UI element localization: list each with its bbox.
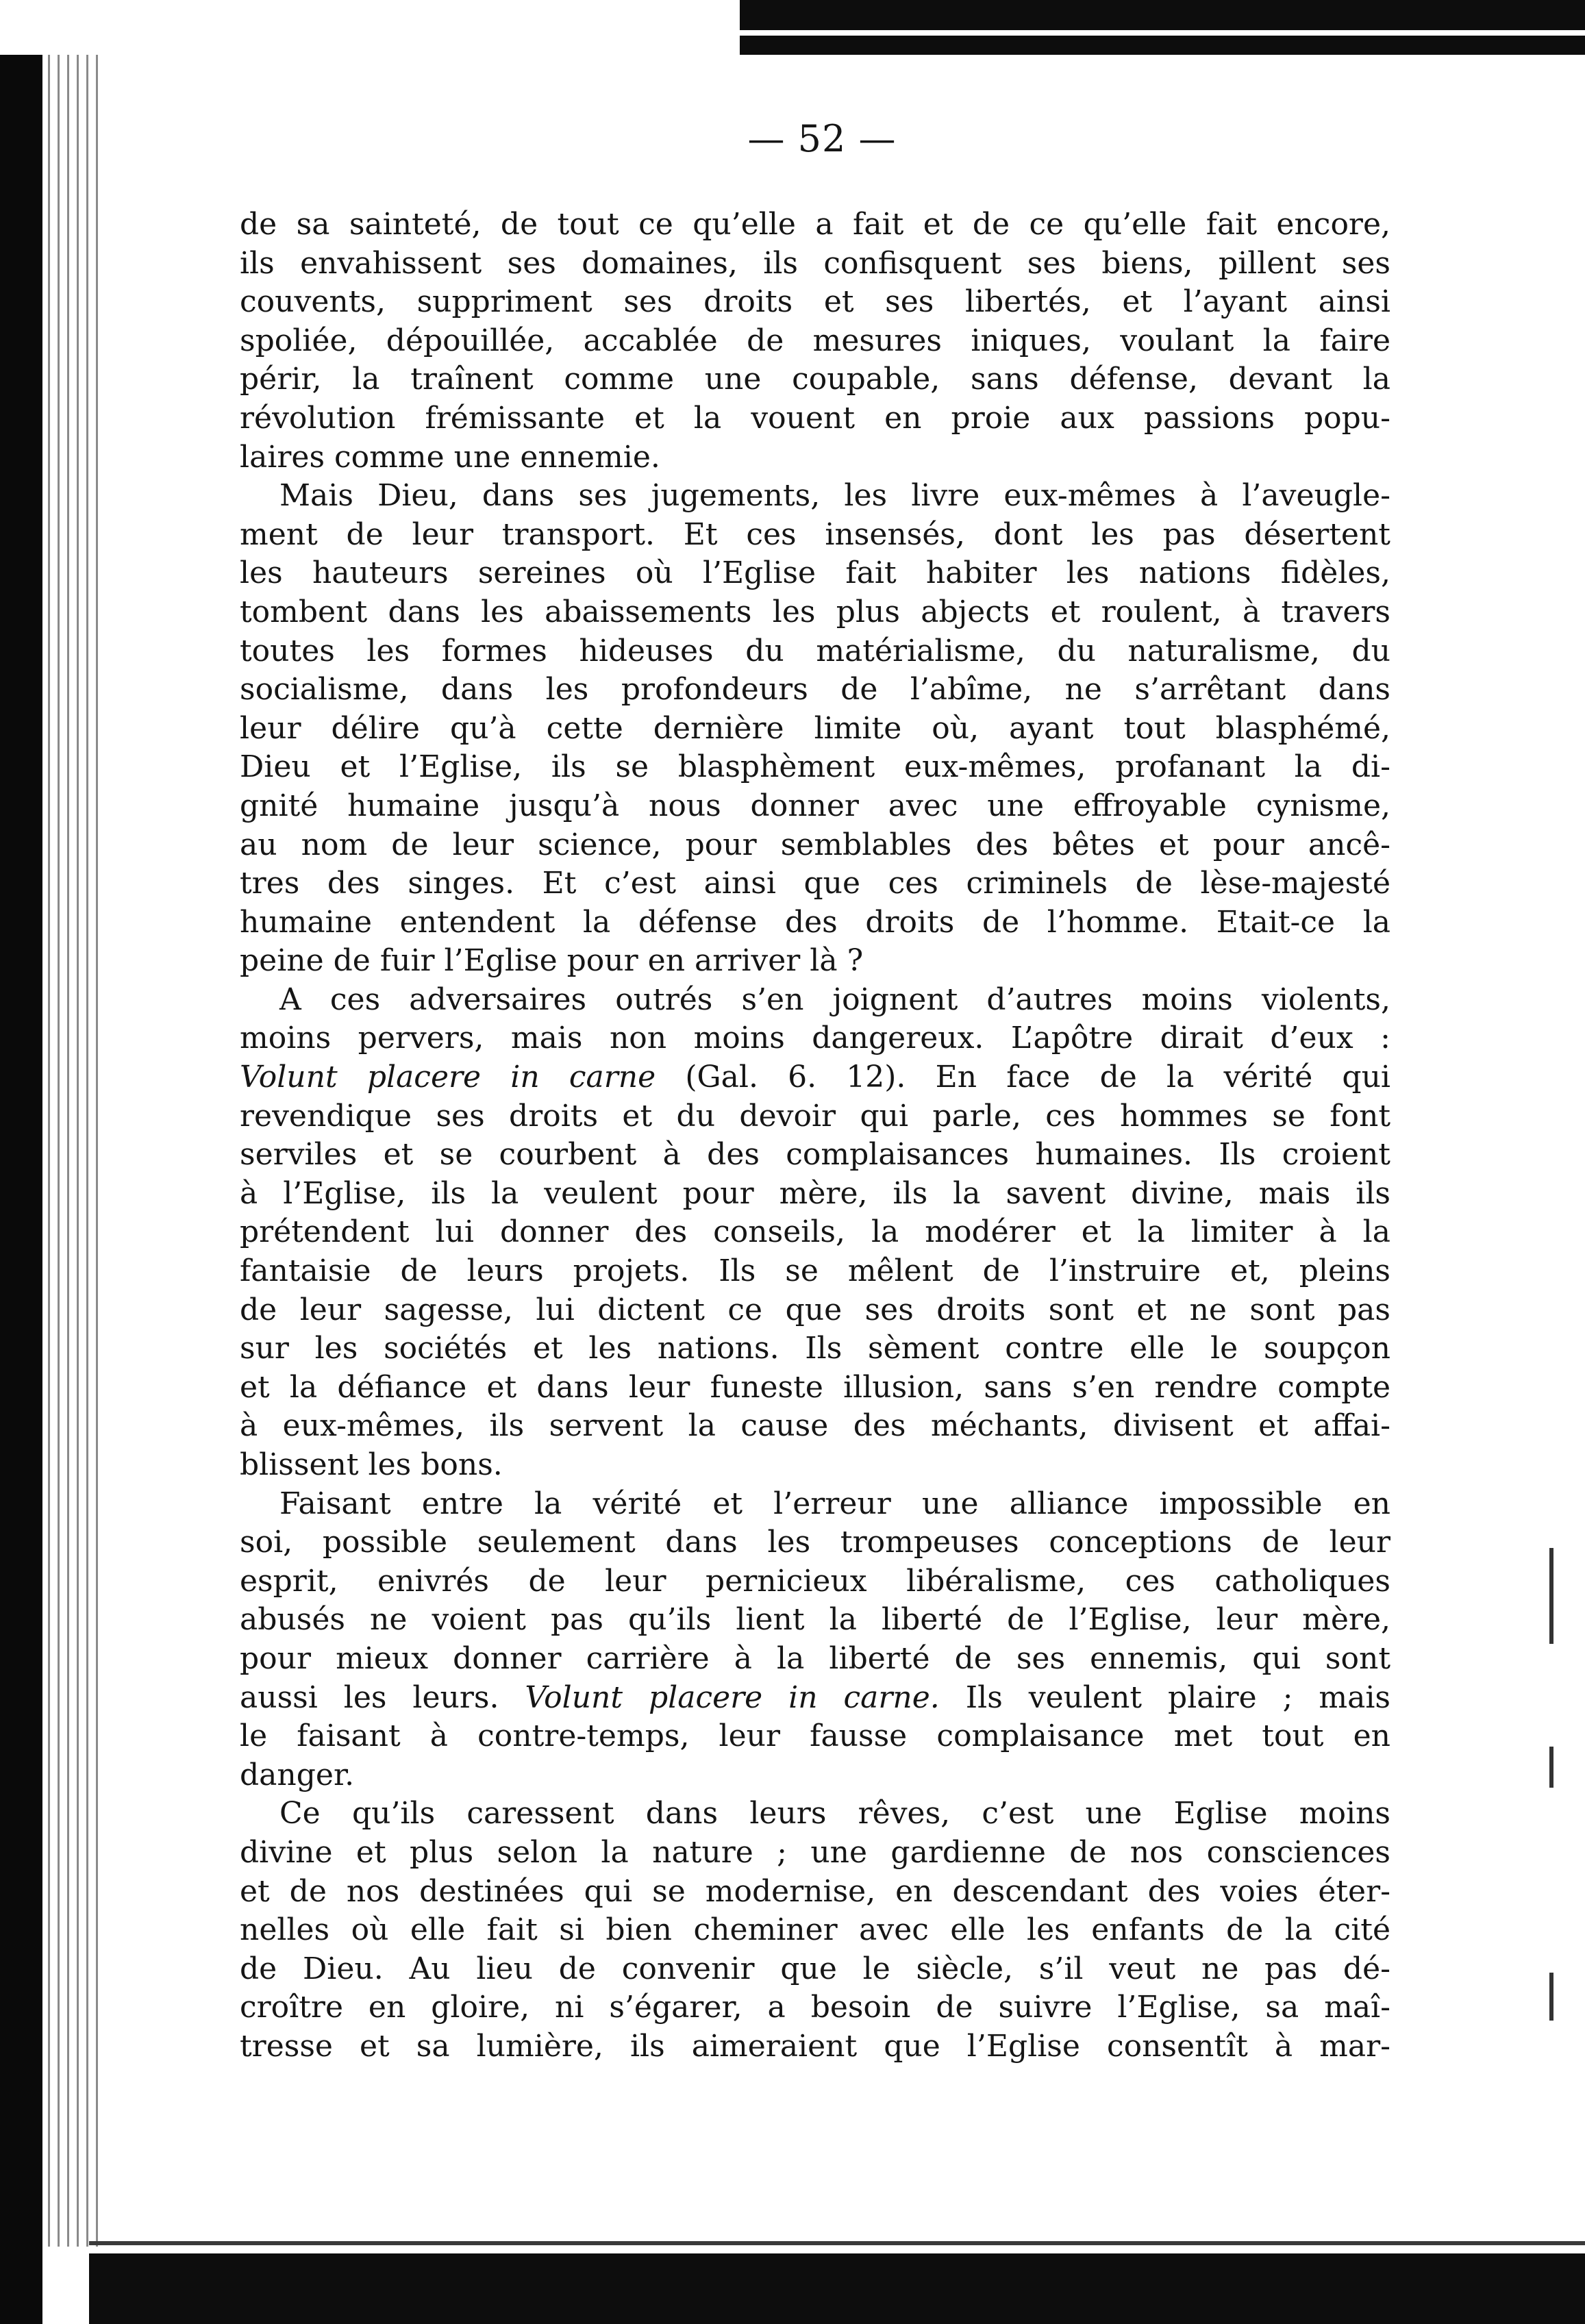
italic-quote: Volunt placere in carne.	[525, 1679, 940, 1715]
text-line: revendique ses droits et du devoir qui parle, ces hommes se font	[240, 1098, 1390, 1134]
text-line: abusés ne voient pas qu’ils lient la liberté de l’Eglise, leur mère,	[240, 1602, 1390, 1638]
scan-mark-right	[1549, 1973, 1553, 2021]
italic-quote: Volunt placere in carne	[240, 1060, 656, 1095]
body-text	[240, 205, 1390, 2066]
text-line: leur délire qu’à cette dernière limite où, ayant tout blasphémé,	[240, 710, 1390, 746]
scan-edge-left	[0, 55, 42, 2324]
text-line: ment de leur transport. Et ces insensés, dont les pas désertent	[240, 516, 1390, 552]
scan-mark-right	[1549, 1548, 1553, 1644]
text-line: au nom de leur science, pour semblables des bêtes et pour ancê-	[240, 827, 1390, 862]
text-line: serviles et se courbent à des complaisances humaines. Ils croient	[240, 1137, 1390, 1173]
scan-edge-top	[740, 0, 1585, 55]
text-line: danger.	[240, 1757, 355, 1792]
text-line: A ces adversaires outrés s’en joignent d’autres moins violents,	[279, 982, 1390, 1017]
text-line: toutes les formes hideuses du matérialisme, du naturalisme, du	[240, 633, 1390, 669]
text-line: couvents, suppriment ses droits et ses libertés, et l’ayant ainsi	[240, 284, 1390, 320]
text-line: nelles où elle fait si bien cheminer avec elle les enfants de la cité	[240, 1912, 1390, 1948]
scan-mark-right	[1549, 1747, 1553, 1788]
page-number: — 52 —	[747, 117, 897, 160]
text-line: sur les sociétés et les nations. Ils sèment contre elle le soupçon	[240, 1331, 1390, 1366]
text-segment: aussi les leurs.	[240, 1679, 525, 1715]
text-line: peine de fuir l’Eglise pour en arriver là ?	[240, 943, 864, 979]
text-line: tres des singes. Et c’est ainsi que ces criminels de lèse-majesté	[240, 866, 1390, 901]
text-line: humaine entendent la défense des droits de l’homme. Etait-ce la	[240, 904, 1390, 940]
text-line: ils envahissent ses domaines, ils confisquent ses biens, pillent ses	[240, 245, 1390, 281]
text-line: périr, la traînent comme une coupable, sans défense, devant la	[240, 362, 1390, 397]
text-line: les hauteurs sereines où l’Eglise fait habiter les nations fidèles,	[240, 555, 1390, 591]
text-line: croître en gloire, ni s’égarer, a besoin de suivre l’Eglise, sa maî-	[240, 1990, 1390, 2025]
text-segment: Ils veulent plaire ; mais	[939, 1679, 1390, 1715]
text-line: Mais Dieu, dans ses jugements, les livre eux-mêmes à l’aveugle-	[279, 478, 1390, 514]
text-line: soi, possible seulement dans les trompeuses conceptions de leur	[240, 1525, 1390, 1560]
text-line: pour mieux donner carrière à la liberté de ses ennemis, qui sont	[240, 1640, 1390, 1676]
text-line: et de nos destinées qui se modernise, en descendant des voies éter-	[240, 1873, 1390, 1909]
text-line	[240, 1058, 1390, 1097]
text-line: divine et plus selon la nature ; une gardienne de nos consciences	[240, 1834, 1390, 1870]
text-line: moins pervers, mais non moins dangereux. L’apôtre dirait d’eux :	[240, 1021, 1390, 1056]
scan-rule-top	[740, 30, 1585, 36]
text-line: esprit, enivrés de leur pernicieux libéralisme, ces catholiques	[240, 1563, 1390, 1599]
text-line: à eux-mêmes, ils servent la cause des méchants, divisent et affai-	[240, 1408, 1390, 1444]
text-line: tombent dans les abaissements les plus abjects et roulent, à travers	[240, 594, 1390, 629]
text-line	[240, 1679, 1390, 1718]
text-line: de leur sagesse, lui dictent ce que ses droits sont et ne sont pas	[240, 1292, 1390, 1327]
scan-edge-bottom	[89, 2253, 1585, 2324]
scan-rule-bottom	[89, 2241, 1585, 2245]
text-line: à l’Eglise, ils la veulent pour mère, ils la savent divine, mais ils	[240, 1175, 1390, 1211]
text-line: blissent les bons.	[240, 1447, 503, 1482]
text-line: Dieu et l’Eglise, ils se blasphèment eux-mêmes, profanant la di-	[240, 749, 1390, 785]
text-line: tresse et sa lumière, ils aimeraient que l’Eglise consentît à mar-	[240, 2028, 1390, 2064]
text-line: fantaisie de leurs projets. Ils se mêlent de l’instruire et, pleins	[240, 1253, 1390, 1289]
text-line: de Dieu. Au lieu de convenir que le siècle, s’il veut ne pas dé-	[240, 1951, 1390, 1986]
text-line: le faisant à contre-temps, leur fausse complaisance met tout en	[240, 1719, 1390, 1754]
text-line: Ce qu’ils caressent dans leurs rêves, c’est une Eglise moins	[279, 1796, 1390, 1832]
text-line: prétendent lui donner des conseils, la modérer et la limiter à la	[240, 1214, 1390, 1250]
text-line: de sa sainteté, de tout ce qu’elle a fait et de ce qu’elle fait encore,	[240, 207, 1390, 242]
text-line: gnité humaine jusqu’à nous donner avec une effroyable cynisme,	[240, 788, 1390, 823]
scan-binding-lines	[48, 55, 103, 2247]
text-line: Faisant entre la vérité et l’erreur une alliance impossible en	[279, 1486, 1390, 1521]
text-line: révolution frémissante et la vouent en proie aux passions popu-	[240, 400, 1390, 436]
text-line: spoliée, dépouillée, accablée de mesures iniques, voulant la faire	[240, 323, 1390, 358]
text-line: socialisme, dans les profondeurs de l’abîme, ne s’arrêtant dans	[240, 672, 1390, 708]
text-line: laires comme une ennemie.	[240, 439, 660, 475]
text-segment: (Gal. 6. 12). En face de la vérité qui	[656, 1060, 1390, 1095]
text-line: et la défiance et dans leur funeste illusion, sans s’en rendre compte	[240, 1369, 1390, 1405]
